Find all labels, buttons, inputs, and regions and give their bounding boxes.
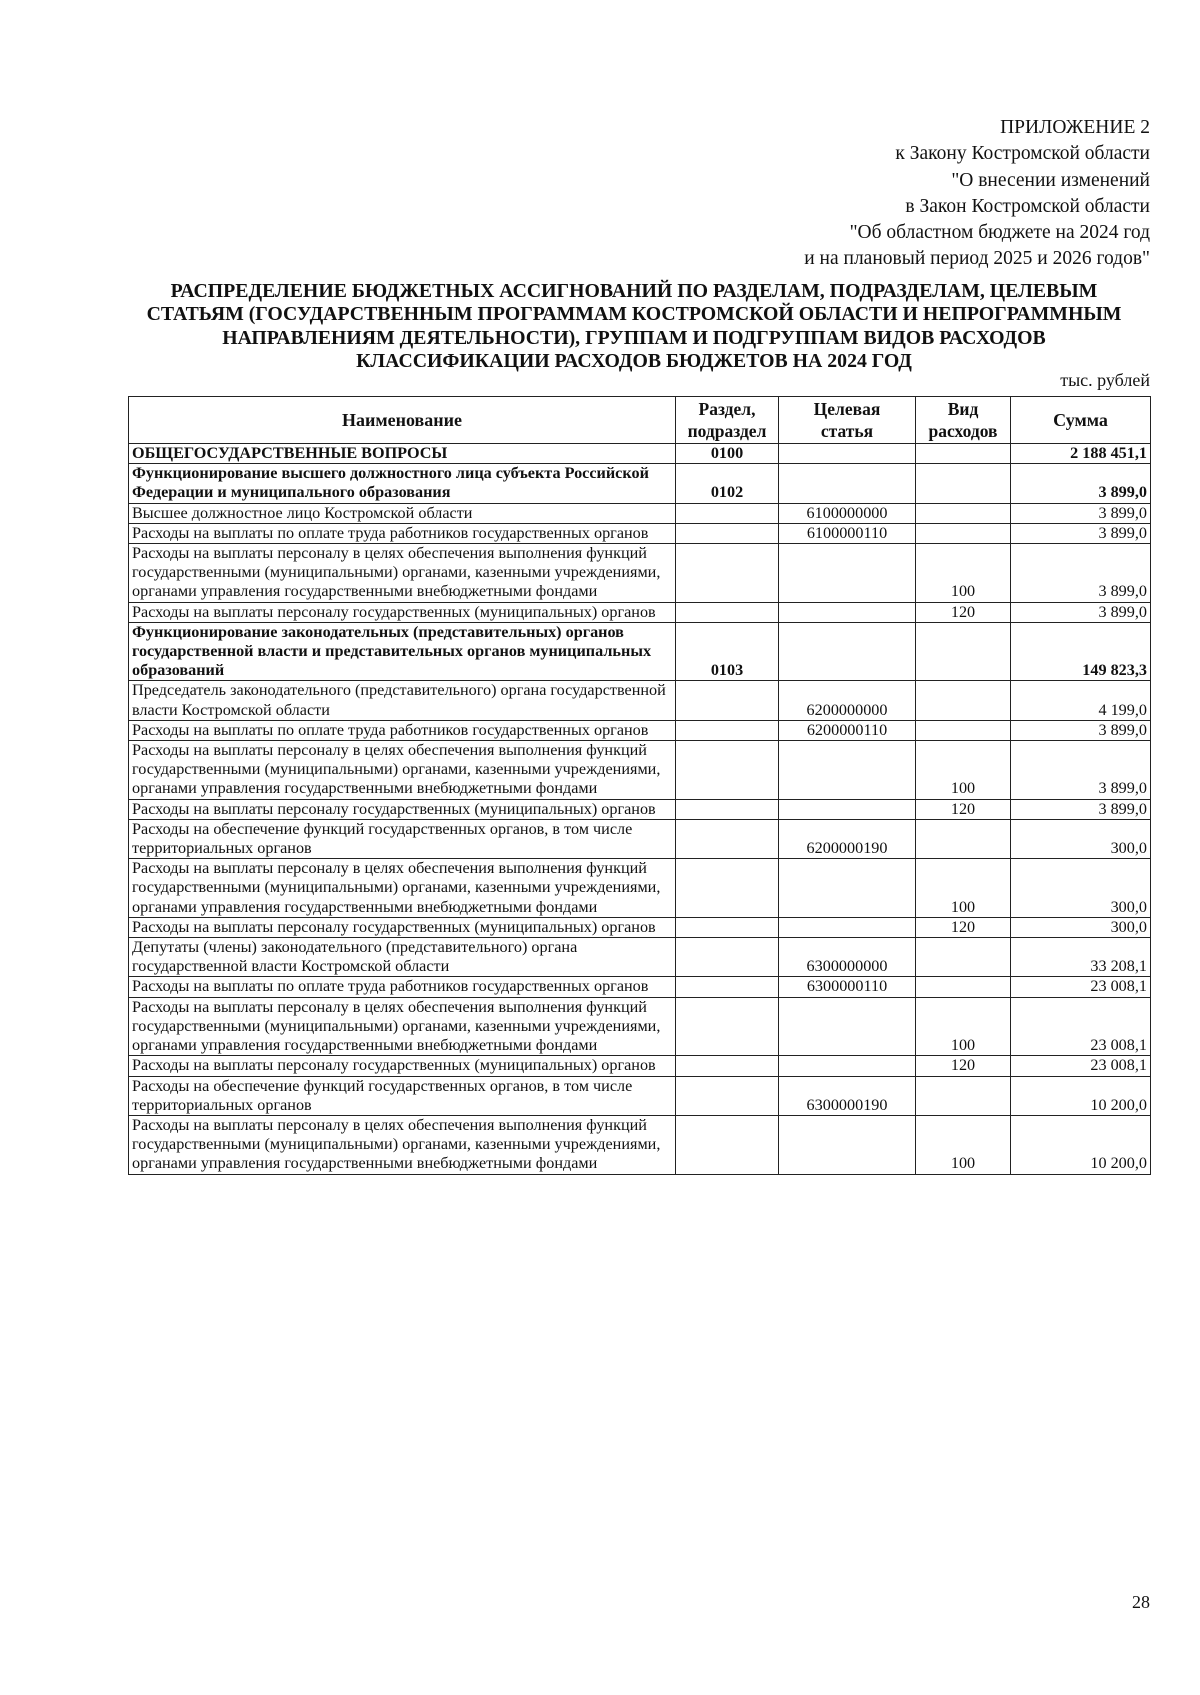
title-line: РАСПРЕДЕЛЕНИЕ БЮДЖЕТНЫХ АССИГНОВАНИЙ ПО РАЗДЕЛАМ, ПОДРАЗДЕЛАМ, ЦЕЛЕВЫМ bbox=[170, 280, 1098, 302]
title-line: НАПРАВЛЕНИЯМ ДЕЯТЕЛЬНОСТИ), ГРУППАМ И ПОДГРУППАМ ВИДОВ РАСХОДОВ bbox=[222, 326, 1046, 349]
document-title bbox=[120, 280, 1148, 374]
cell-type: 120 bbox=[916, 602, 1011, 622]
cell-name: Расходы на обеспечение функций государственных органов, в том числе территориальных органов bbox=[129, 819, 676, 858]
cell-target: 6100000000 bbox=[779, 503, 916, 523]
header-type-line1: Вид bbox=[947, 399, 979, 419]
cell-section bbox=[676, 938, 779, 977]
appendix-line: "О внесении изменений bbox=[951, 169, 1150, 191]
cell-type bbox=[916, 622, 1011, 681]
cell-name: Функционирование законодательных (представительных) органов государственной власти и представительных органов муниципальных образований bbox=[129, 622, 676, 681]
cell-name: Расходы на выплаты персоналу в целях обеспечения выполнения функций государственными (муниципальными) органами, казенными учреждениями, органами управления государственными внебюджетными фондами bbox=[129, 997, 676, 1056]
table-row bbox=[129, 464, 1151, 503]
cell-section bbox=[676, 799, 779, 819]
cell-target: 6300000000 bbox=[779, 938, 916, 977]
cell-target bbox=[779, 1056, 916, 1076]
cell-target bbox=[779, 602, 916, 622]
cell-target bbox=[779, 741, 916, 800]
cell-section bbox=[676, 1056, 779, 1076]
cell-name: Расходы на выплаты по оплате труда работников государственных органов bbox=[129, 523, 676, 543]
cell-sum: 300,0 bbox=[1011, 859, 1151, 918]
cell-sum: 3 899,0 bbox=[1011, 741, 1151, 800]
cell-target bbox=[779, 997, 916, 1056]
cell-section bbox=[676, 1076, 779, 1115]
table-row bbox=[129, 503, 1151, 523]
appendix-line: в Закон Костромской области bbox=[905, 195, 1150, 217]
appendix-line: ПРИЛОЖЕНИЕ 2 bbox=[1000, 117, 1150, 138]
title-line: КЛАССИФИКАЦИИ РАСХОДОВ БЮДЖЕТОВ НА 2024 ГОД bbox=[356, 350, 912, 373]
cell-type: 100 bbox=[916, 859, 1011, 918]
header-type-line2: расходов bbox=[928, 421, 998, 441]
cell-section: 0103 bbox=[676, 622, 779, 681]
cell-sum: 23 008,1 bbox=[1011, 1056, 1151, 1076]
appendix-line: "Об областном бюджете на 2024 год bbox=[849, 222, 1150, 244]
cell-type: 120 bbox=[916, 1056, 1011, 1076]
cell-target bbox=[779, 1115, 916, 1174]
appendix-line: к Закону Костромской области bbox=[895, 143, 1150, 165]
cell-type: 120 bbox=[916, 917, 1011, 937]
table-row bbox=[129, 1115, 1151, 1174]
cell-type: 100 bbox=[916, 997, 1011, 1056]
appendix-header bbox=[804, 115, 1150, 273]
cell-type: 100 bbox=[916, 741, 1011, 800]
cell-name: Функционирование высшего должностного лица субъекта Российской Федерации и муниципального образования bbox=[129, 464, 676, 503]
cell-type: 100 bbox=[916, 1115, 1011, 1174]
cell-sum: 23 008,1 bbox=[1011, 997, 1151, 1056]
cell-name: Расходы на выплаты персоналу в целях обеспечения выполнения функций государственными (муниципальными) органами, казенными учреждениями, органами управления государственными внебюджетными фондами bbox=[129, 859, 676, 918]
cell-sum: 10 200,0 bbox=[1011, 1115, 1151, 1174]
cell-sum: 300,0 bbox=[1011, 819, 1151, 858]
cell-section bbox=[676, 503, 779, 523]
table-row bbox=[129, 819, 1151, 858]
cell-sum: 33 208,1 bbox=[1011, 938, 1151, 977]
header-sum: Сумма bbox=[1011, 397, 1151, 444]
table-row bbox=[129, 622, 1151, 681]
cell-sum: 2 188 451,1 bbox=[1011, 444, 1151, 464]
cell-type bbox=[916, 523, 1011, 543]
cell-type bbox=[916, 720, 1011, 740]
table-row bbox=[129, 799, 1151, 819]
header-name: Наименование bbox=[129, 397, 676, 444]
cell-section bbox=[676, 602, 779, 622]
cell-section: 0100 bbox=[676, 444, 779, 464]
cell-target: 6200000000 bbox=[779, 681, 916, 720]
cell-target bbox=[779, 917, 916, 937]
cell-name: Высшее должностное лицо Костромской области bbox=[129, 503, 676, 523]
cell-type bbox=[916, 464, 1011, 503]
cell-target bbox=[779, 444, 916, 464]
cell-sum: 3 899,0 bbox=[1011, 602, 1151, 622]
cell-name: Председатель законодательного (представительного) органа государственной власти Костромской области bbox=[129, 681, 676, 720]
cell-type: 120 bbox=[916, 799, 1011, 819]
cell-type bbox=[916, 503, 1011, 523]
cell-sum: 4 199,0 bbox=[1011, 681, 1151, 720]
cell-name: Расходы на выплаты персоналу в целях обеспечения выполнения функций государственными (муниципальными) органами, казенными учреждениями, органами управления государственными внебюджетными фондами bbox=[129, 1115, 676, 1174]
cell-name: ОБЩЕГОСУДАРСТВЕННЫЕ ВОПРОСЫ bbox=[129, 444, 676, 464]
table-row bbox=[129, 997, 1151, 1056]
cell-name: Расходы на выплаты по оплате труда работников государственных органов bbox=[129, 977, 676, 997]
cell-type bbox=[916, 1076, 1011, 1115]
table-row bbox=[129, 938, 1151, 977]
table-row bbox=[129, 602, 1151, 622]
cell-section bbox=[676, 741, 779, 800]
cell-target bbox=[779, 859, 916, 918]
cell-type bbox=[916, 977, 1011, 997]
table-row bbox=[129, 741, 1151, 800]
cell-section: 0102 bbox=[676, 464, 779, 503]
cell-sum: 149 823,3 bbox=[1011, 622, 1151, 681]
cell-sum: 3 899,0 bbox=[1011, 464, 1151, 503]
cell-sum: 10 200,0 bbox=[1011, 1076, 1151, 1115]
cell-section bbox=[676, 681, 779, 720]
units-label: тыс. рублей bbox=[1060, 370, 1150, 390]
header-section-line1: Раздел, bbox=[698, 399, 756, 419]
cell-section bbox=[676, 859, 779, 918]
table-row bbox=[129, 720, 1151, 740]
header-target-line2: статья bbox=[820, 421, 874, 441]
cell-name: Расходы на выплаты персоналу в целях обеспечения выполнения функций государственными (муниципальными) органами, казенными учреждениями, органами управления государственными внебюджетными фондами bbox=[129, 741, 676, 800]
header-target-line1: Целевая bbox=[813, 399, 881, 419]
cell-name: Расходы на обеспечение функций государственных органов, в том числе территориальных органов bbox=[129, 1076, 676, 1115]
cell-section bbox=[676, 1115, 779, 1174]
appendix-line: и на плановый период 2025 и 2026 годов" bbox=[804, 248, 1150, 270]
cell-name: Расходы на выплаты персоналу государственных (муниципальных) органов bbox=[129, 1056, 676, 1076]
cell-section bbox=[676, 544, 779, 603]
cell-section bbox=[676, 917, 779, 937]
cell-sum: 3 899,0 bbox=[1011, 720, 1151, 740]
cell-type bbox=[916, 444, 1011, 464]
cell-target bbox=[779, 799, 916, 819]
cell-target bbox=[779, 544, 916, 603]
cell-type: 100 bbox=[916, 544, 1011, 603]
header-section bbox=[676, 397, 779, 444]
table-header-row bbox=[129, 397, 1151, 444]
header-type bbox=[916, 397, 1011, 444]
header-section-line2: подраздел bbox=[687, 421, 767, 441]
table-row bbox=[129, 544, 1151, 603]
table-row bbox=[129, 917, 1151, 937]
cell-name: Расходы на выплаты по оплате труда работников государственных органов bbox=[129, 720, 676, 740]
cell-section bbox=[676, 720, 779, 740]
cell-type bbox=[916, 938, 1011, 977]
cell-type bbox=[916, 681, 1011, 720]
header-target bbox=[779, 397, 916, 444]
cell-name: Расходы на выплаты персоналу в целях обеспечения выполнения функций государственными (муниципальными) органами, казенными учреждениями, органами управления государственными внебюджетными фондами bbox=[129, 544, 676, 603]
table-row bbox=[129, 859, 1151, 918]
cell-name: Депутаты (члены) законодательного (представительного) органа государственной власти Костромской области bbox=[129, 938, 676, 977]
cell-name: Расходы на выплаты персоналу государственных (муниципальных) органов bbox=[129, 799, 676, 819]
cell-sum: 3 899,0 bbox=[1011, 799, 1151, 819]
table-body bbox=[129, 444, 1151, 1175]
cell-name: Расходы на выплаты персоналу государственных (муниципальных) органов bbox=[129, 917, 676, 937]
cell-sum: 300,0 bbox=[1011, 917, 1151, 937]
cell-type bbox=[916, 819, 1011, 858]
cell-section bbox=[676, 523, 779, 543]
cell-section bbox=[676, 977, 779, 997]
cell-target: 6300000110 bbox=[779, 977, 916, 997]
cell-sum: 23 008,1 bbox=[1011, 977, 1151, 997]
table-row bbox=[129, 1076, 1151, 1115]
cell-section bbox=[676, 819, 779, 858]
cell-section bbox=[676, 997, 779, 1056]
table-row bbox=[129, 681, 1151, 720]
table-row bbox=[129, 977, 1151, 997]
table-row bbox=[129, 444, 1151, 464]
cell-target bbox=[779, 464, 916, 503]
cell-sum: 3 899,0 bbox=[1011, 544, 1151, 603]
table-row bbox=[129, 1056, 1151, 1076]
cell-name: Расходы на выплаты персоналу государственных (муниципальных) органов bbox=[129, 602, 676, 622]
cell-target: 6300000190 bbox=[779, 1076, 916, 1115]
page-number: 28 bbox=[1132, 1592, 1150, 1612]
cell-target: 6100000110 bbox=[779, 523, 916, 543]
cell-target: 6200000190 bbox=[779, 819, 916, 858]
cell-sum: 3 899,0 bbox=[1011, 523, 1151, 543]
table-row bbox=[129, 523, 1151, 543]
cell-sum: 3 899,0 bbox=[1011, 503, 1151, 523]
cell-target bbox=[779, 622, 916, 681]
cell-target: 6200000110 bbox=[779, 720, 916, 740]
budget-table bbox=[128, 396, 1151, 1175]
title-line: СТАТЬЯМ (ГОСУДАРСТВЕННЫМ ПРОГРАММАМ КОСТРОМСКОЙ ОБЛАСТИ И НЕПРОГРАММНЫМ bbox=[146, 303, 1122, 326]
